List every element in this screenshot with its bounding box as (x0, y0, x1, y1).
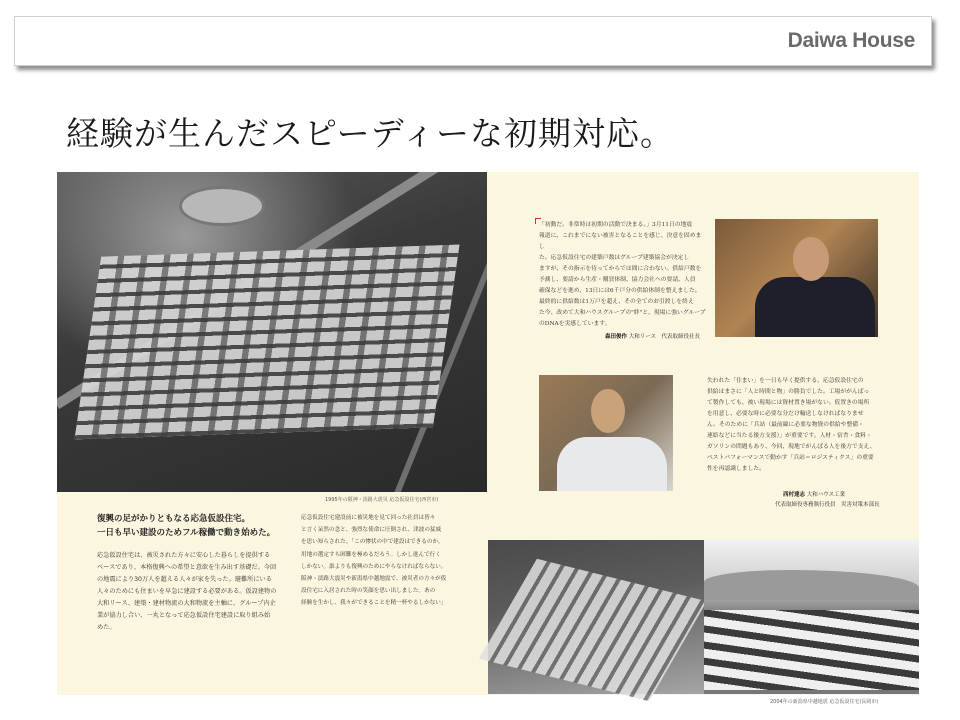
photo-niigata-housing-aerial (488, 540, 704, 694)
portrait-nishimura (539, 375, 673, 491)
feature-body-left-line: 業が協力し合い、一丸となって応急仮設住宅建設に取り組み始 (97, 612, 271, 619)
feature-body-right-line: を思い知らされた。「この惨状の中で建設はできるのか。 (301, 539, 444, 546)
quote-line: 予測し、要請から生産・購買体制、協力会社への要請、人員 (539, 277, 696, 283)
feature-heading-line-2: 一日も早い建設のためフル稼働で動き始めた。 (97, 528, 276, 538)
quote-line: 失われた「住まい」を一日も早く提供する。応急仮設住宅の (707, 378, 864, 384)
quote-line: 性を再認識しました。 (707, 466, 765, 472)
feature-body-left (97, 550, 297, 634)
daiwa-house-logo: Daiwa House (787, 29, 915, 52)
feature-body-left-line: めた。 (97, 624, 116, 631)
housing-grid (479, 559, 707, 701)
photo-niigata-housing-ground (704, 540, 919, 694)
quote-line: 連絡などに当たる後方支援）」が重要です。人材・宿舎・食料・ (707, 433, 872, 439)
feature-body-left-line: 人々のためにも住まいを早急に建設する必要がある。仮設建物の (97, 588, 277, 595)
feature-body-left-line: 応急仮設住宅は、被災された方々に安心した暮らしを提供する (97, 552, 271, 559)
quote-nishimura (707, 376, 887, 475)
quote-line: 報道に、これまでにない被害となることを感じ、決意を固めまし (539, 233, 702, 250)
bottom-photo-caption: 2004年の新潟県中越地震 応急仮設住宅(長岡市) (770, 699, 879, 705)
quote-line: た今、改めて大和ハウスグループの"絆"と、現場に強いグループ (539, 310, 706, 316)
feature-body-right-line: 応急仮設住宅建設前に被災地を見て回った社員は皆々 (301, 515, 436, 521)
person-morita (605, 332, 700, 340)
feature-body-left-line: ベースであり、本格復興への希望と意欲を生み出す基礎だ。今回 (97, 564, 277, 571)
person-name-nishimura: 西村達志 (783, 492, 806, 498)
quote-line: ん。そのために「兵站（最前線に必要な物資の供給や整備・ (707, 422, 864, 428)
page-title: 経験が生んだスピーディーな初期対応。 (66, 114, 675, 153)
person-name-morita: 森田俊作 (605, 334, 628, 340)
person-role-morita: 大和リース 代表取締役社長 (628, 334, 700, 340)
quote-line: ベストパフォーマンスで動かす「兵站＝ロジスティクス」の重要 (707, 455, 874, 461)
jacket-shape (557, 437, 667, 491)
feature-body-left-line: 大和リース、建築・建材物流の大和物流を主軸に、グループ内企 (97, 600, 276, 607)
quote-line: を用意し、必要な時に必要な分だけ輸送しなければなりませ (707, 411, 864, 417)
person-role-nishimura-title: 代表取締役専務執行役員 災害対策本部長 (775, 502, 880, 508)
feature-body-right-line: 経験を生かし、我々ができることを精一杯やるしかない」 (301, 600, 447, 607)
head-shape (591, 389, 625, 433)
quote-morita (539, 220, 707, 330)
head-shape (793, 237, 829, 281)
feature-body-right-line: 阪神・淡路大震災や新潟県中越地震で、被災者の方々が仮 (301, 576, 447, 583)
housing-rows (704, 610, 919, 690)
quote-line: 確保などを進め、13日には6千戸分の供給体制を整えました。 (539, 288, 701, 294)
header-bar (14, 16, 932, 66)
quote-line: 供給はまさに「人と時間と物」の勝負でした。工場ががんばっ (707, 389, 870, 395)
quote-line: て製作しても、被い現場には資材置き場がない。仮置きの場所 (707, 400, 870, 406)
feature-body-right (301, 512, 491, 610)
aerial-photo-caption: 1995年の阪神・淡路大震災 応急仮設住宅(西宮市) (325, 497, 439, 503)
feature-heading (97, 512, 297, 540)
feature-body-right-line: しかない。誰よりも復興のためにやらなければならない。 (301, 563, 447, 570)
feature-body-right-line: と言く呆然の念と、強烈な使命に圧倒され、津波の猛威 (301, 527, 442, 534)
quote-line: ますが、その指示を待ってからでは間に合わない。供給戸数を (539, 266, 702, 272)
quote-line: た。応急仮設住宅の建築戸数はグループ建築協会が決定し (539, 255, 690, 261)
person-nishimura (783, 490, 845, 498)
feature-body-right-line: 設住宅に入居された時の笑顔を思い出しました。あの (301, 588, 436, 595)
stadium-shape (179, 186, 265, 226)
magazine-spread (57, 172, 919, 695)
quote-line: ガソリンの問題もあり、今回、現地でがんばる人を後方で支え、 (707, 444, 876, 450)
housing-rows (75, 245, 460, 440)
person-role-nishimura-company: 大和ハウス工業 (806, 492, 846, 498)
feature-body-right-line: 用地の選定すら困難を極めるだろう。しかし進んで行く (301, 551, 441, 558)
feature-body-left-line: の地震により30万人を超える人々が家を失った。避難所にいる (97, 576, 272, 583)
portrait-morita (715, 219, 878, 337)
suit-shape (755, 277, 875, 337)
quote-line: 最終的に供給数は1万戸を超え、その全てのお引渡しを終え (539, 299, 694, 305)
aerial-photo-temporary-housing (57, 172, 487, 492)
quote-line: のDNAを実感しています。 (539, 321, 611, 327)
quote-line: 「初動だ。非常時は初期の活動で決まる。」3月11日の地震 (539, 222, 693, 228)
feature-heading-line-1: 復興の足がかりともなる応急仮設住宅。 (97, 514, 251, 524)
hills-shape (704, 570, 919, 600)
